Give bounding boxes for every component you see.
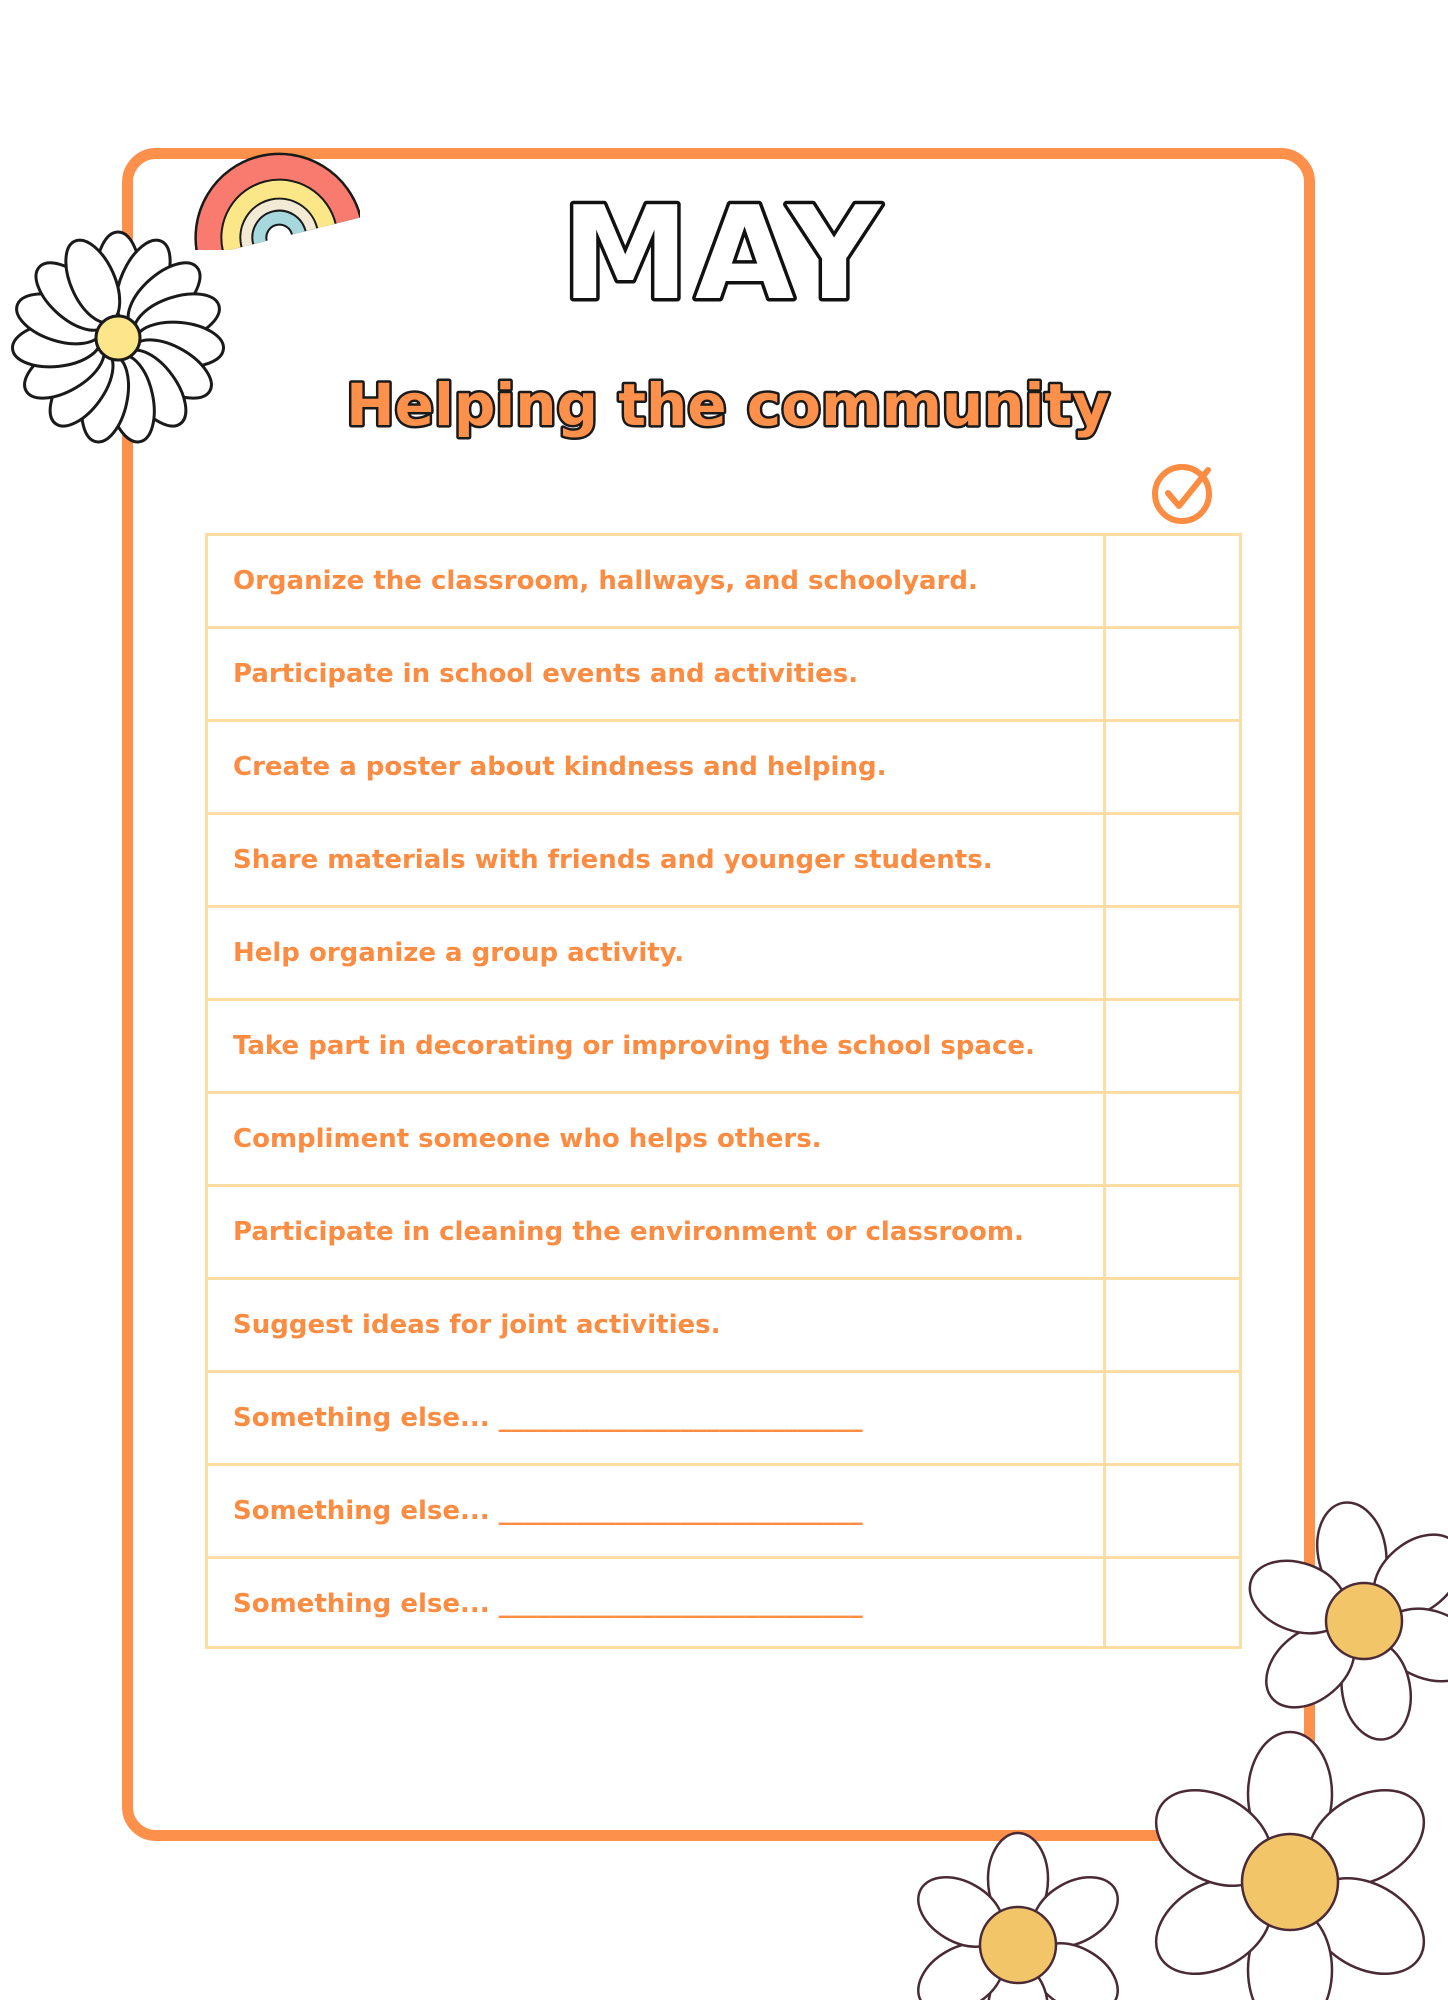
subtitle-text: Helping the community — [346, 371, 1110, 439]
month-text: MAY — [561, 180, 887, 328]
checkbox-cell[interactable] — [1103, 1373, 1239, 1463]
checkbox-cell[interactable] — [1103, 815, 1239, 905]
checklist-item-label: Create a poster about kindness and helping. — [233, 752, 887, 782]
checklist-item-label: Help organize a group activity. — [233, 938, 685, 968]
checklist-item-label: Share materials with friends and younger students. — [233, 845, 993, 875]
checkbox-cell[interactable] — [1103, 908, 1239, 998]
checkbox-cell[interactable] — [1103, 536, 1239, 626]
rainbow-icon — [160, 50, 360, 250]
checklist-row — [208, 908, 1239, 1001]
checkbox-cell[interactable] — [1103, 1001, 1239, 1091]
checklist-row — [208, 1466, 1239, 1559]
daisy-icon — [1240, 1496, 1448, 1746]
checklist-row — [208, 1559, 1239, 1649]
checkbox-cell[interactable] — [1103, 1466, 1239, 1556]
checkbox-cell[interactable] — [1103, 722, 1239, 812]
daisy-icon — [8, 228, 228, 448]
daisy-icon — [1128, 1720, 1448, 2000]
checklist-row — [208, 629, 1239, 722]
checklist-row — [208, 1280, 1239, 1373]
checklist-item-label: Participate in school events and activities. — [233, 659, 859, 689]
checklist-item-label: Participate in cleaning the environment or classroom. — [233, 1217, 1024, 1247]
checklist-item-label: Compliment someone who helps others. — [233, 1124, 822, 1154]
checkbox-cell[interactable] — [1103, 1280, 1239, 1370]
checklist-item-label: Take part in decorating or improving the school space. — [233, 1031, 1035, 1061]
checklist-row — [208, 1094, 1239, 1187]
checkbox-cell[interactable] — [1103, 1559, 1239, 1649]
checklist-row — [208, 1001, 1239, 1094]
checklist-row — [208, 536, 1239, 629]
checklist-row — [208, 1373, 1239, 1466]
checklist-table — [205, 533, 1242, 1649]
checklist-item-label: Organize the classroom, hallways, and schoolyard. — [233, 566, 978, 596]
checklist-row — [208, 722, 1239, 815]
circled-checkmark-icon — [1148, 456, 1220, 528]
checkbox-cell[interactable] — [1103, 1094, 1239, 1184]
daisy-icon — [888, 1820, 1128, 2000]
checkbox-cell[interactable] — [1103, 1187, 1239, 1277]
checkbox-cell[interactable] — [1103, 629, 1239, 719]
checklist-item-label: Something else... ____________________________ — [233, 1589, 863, 1619]
checklist-item-label: Something else... ____________________________ — [233, 1403, 863, 1433]
checklist-row — [208, 1187, 1239, 1280]
checklist-item-label: Suggest ideas for joint activities. — [233, 1310, 721, 1340]
checklist-item-label: Something else... ____________________________ — [233, 1496, 863, 1526]
checklist-row — [208, 815, 1239, 908]
